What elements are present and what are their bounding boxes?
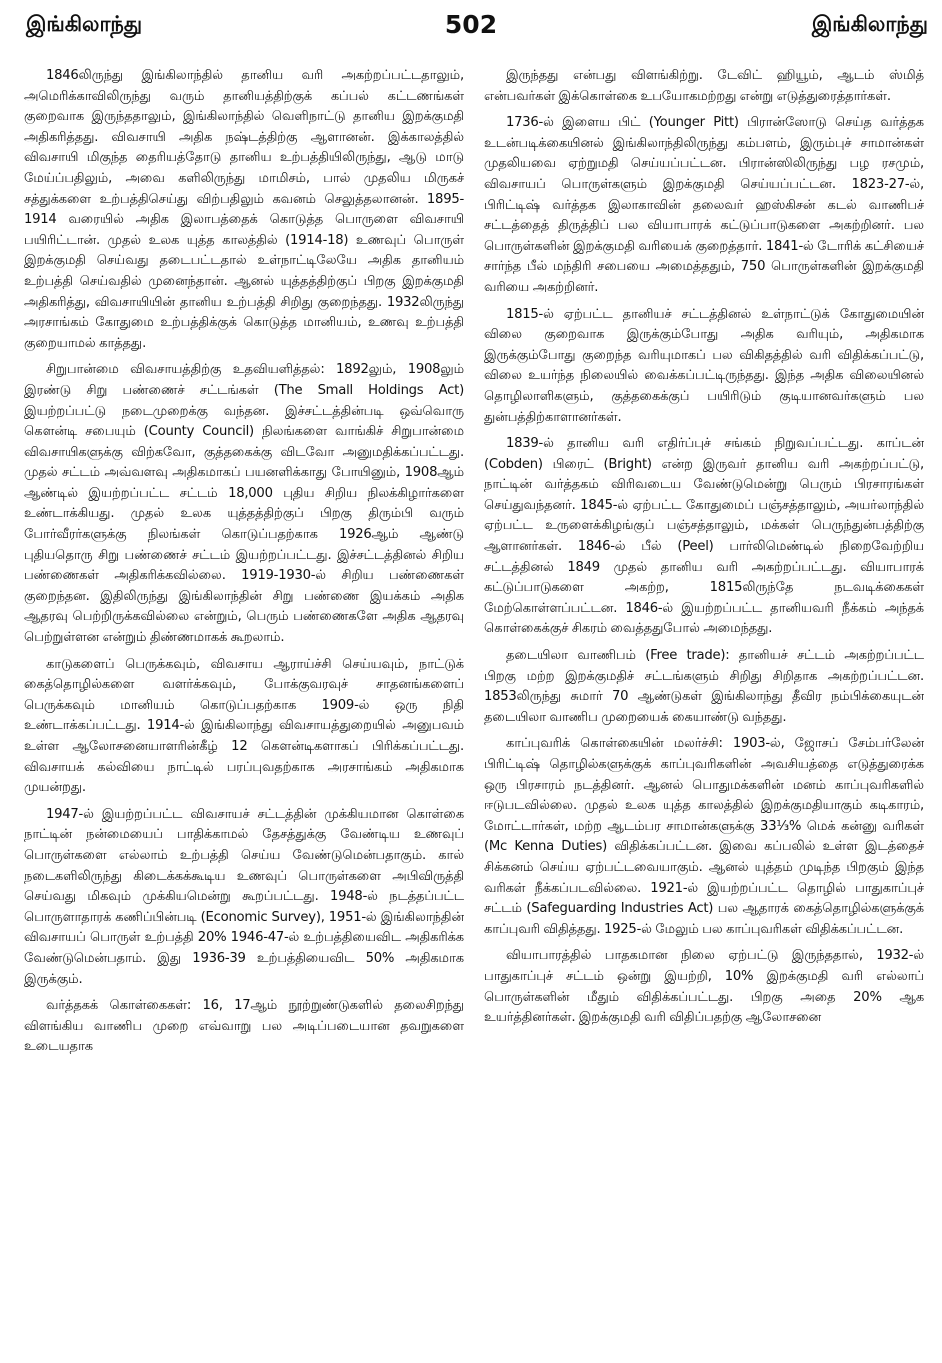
paragraph-younger-pitt: 1736-ல் இளைய பிட் (Younger Pitt) பிரான்ஸோடு செய்த வர்த்தக உடன்படிக்கையினல் இங்கிலாந்திலிருந்து கம்பளம், இரும்புச் சாமான்கள் முதலியவை ஏற்றுமதி செய்யப்பட்டன. பிரான்ஸிலிருந்து பழ ரசமும், விவசாயப் பொருள்களும் இறக்குமதி செய்யப்பட்டன. 1823-27-ல், பிரிட்டிஷ் வர்த்தக இலாகாவின் தலைவர் ஹஸ்கிசன் கடல் வாணிபச் சட்டத்தைத் திருத்திப் பல வியாபாரக் கட்டுப்பாடுகளை அகற்றினர். பல பொருள்களின் இறக்குமதி வரியைக் குறைத்தார். 1841-ல் டோரிக் கட்சியைச் சார்ந்த பீல் மந்திரி சபையை அமைத்ததும், 750 பொருள்களின் இறக்குமதி வரியை அகற்றினர். <box>484 115 924 295</box>
paragraph-import-duties-1932: வியாபாரத்தில் பாதகமான நிலை ஏற்பட்டு இருந்ததால், 1932-ல் பாதுகாப்புச் சட்டம் ஒன்று இயற்றி, 10% இறக்குமதி வரி எல்லாப் பொருள்களின் மீதும் விதிக்கப்பட்டது. பிறகு அதை 20% ஆக உயர்த்தினர்கள். இறக்குமதி வரி விதிப்பதற்கு ஆலோசனை <box>484 948 924 1026</box>
left-column <box>24 66 464 1356</box>
paragraph-anti-corn-law-league: 1839-ல் தானிய வரி எதிர்ப்புச் சங்கம் நிறுவப்பட்டது. காப்டன் (Cobden) பிரைட் (Bright) என்ற இருவர் தானிய வரி அகற்றப்பட்டு, நாட்டின் வர்த்தகம் விரிவடைய வேண்டுமென்று பெரும் பிரசாரங்கள் செய்துவந்தனர். 1845-ல் ஏற்பட்ட கோதுமைப் பஞ்சத்தாலும், அயர்லாந்தில் ஏற்பட்ட உருளைக்கிழங்குப் பஞ்சத்தாலும், மக்கள் பெருந்துன்பத்திற்கு ஆளானர்கள். 1846-ல் பீல் (Peel) பார்லிமெண்டில் நிறைவேற்றிய சட்டத்தினல் 1849 முதல் தானிய வரி அகற்றப்பட்டது. வியாபாரக் கட்டுப்பாடுகளை அகற்ற, 1815லிருந்தே நடவடிக்கைகள் மேற்கொள்ளப்பட்டன. 1846-ல் இயற்றப்பட்ட தானியவரி நீக்கம் அந்தக் கொள்கைக்குச் சிகரம் வைத்ததுபோல் அமைந்தது. <box>484 436 924 637</box>
paragraph-hume-smith: இருந்தது என்பது விளங்கிற்று. டேவிட் ஹியூம், ஆடம் ஸ்மித் என்பவர்கள் இக்கொள்கை உபயோகமற்றது என்று எடுத்துரைத்தார்கள். <box>484 68 924 104</box>
running-head-left: இங்கிலாந்து <box>26 12 143 36</box>
paragraph-agriculture-act-1947: 1947-ல் இயற்றப்பட்ட விவசாயச் சட்டத்தின் முக்கியமான கொள்கை நாட்டின் நன்மையைப் பாதிக்காமல் தேசத்துக்கு வேண்டிய உணவுப் பொருள்களை எல்லாம் உற்பத்தி செய்ய வேண்டுமென்பதாகும். கால் நடைகளிலிருந்து கிடைக்கக்கூடிய உணவுப் பொருள்களை அபிவிருத்தி செய்வது மிகவும் முக்கியமென்று கூறப்பட்டது. 1948-ல் நடத்தப்பட்ட பொருளாதாரக் கணிப்பின்படி (Economic Survey), 1951-ல் இங்கிலாந்தின் விவசாயப் பொருள் உற்பத்தி 20% 1946-47-ல் உற்பத்தியைவிட அதிகரிக்க வேண்டுமென்பதாம். இது 1936-39 உற்பத்தியைவிட 50% அதிகமாக இருக்கும். <box>24 806 464 987</box>
paragraph-grain-tax-history: 1846லிருந்து இங்கிலாந்தில் தானிய வரி அகற்றப்பட்டதாலும், அமெரிக்காவிலிருந்து வரும் தானியத்திற்குக் கப்பல் கட்டணங்கள் குறைவாக இருந்ததாலும், இங்கிலாந்தில் வெளிநாட்டு தானிய இறக்குமதி அதிகரித்தது. விவசாயி அதிக நஷ்டத்திற்கு ஆளானன். இக்காலத்தில் விவசாயி மிகுந்த தைரியத்தோடு தானிய உற்பத்தியிலிருந்து, ஆடு மாடு மேய்ப்பதிலும், அவை களிலிருந்து மாமிசம், பால் முதலிய மிருகச் சத்துக்களை உற்பத்திசெய்து விற்பதிலும் கவனம் செலுத்தலானன். 1895-1914 வரையில் அதிக இலாபத்தைக் கொடுத்த பொருளை விவசாயி பயிரிட்டான். முதல் உலக யுத்த காலத்தில் (1914-18) உணவுப் பொருள் இறக்குமதி செய்வது தடைபட்டதால் உள்நாட்டிலேயே அதிக தானியம் உற்பத்தி செய்வதில் முனைந்தான். ஆனல் யுத்தத்திற்குப் பிறகு இறக்குமதி அதிகரித்து, விவசாயியின் தானிய உற்பத்தி சிறிது குறைந்தது. 1932லிருந்து அரசாங்கம் கோதுமை உற்பத்திக்குக் கொடுத்த மானியம், உணவு உற்பத்தி குறையாமல் காத்தது. <box>24 68 464 351</box>
paragraph-trade-policies: வர்த்தகக் கொள்கைகள்: 16, 17ஆம் நூற்றுண்டுகளில் தலைசிறந்து விளங்கிய வாணிப முறை எவ்வாறு பல அடிப்படையான தவறுகளை உடையதாக <box>24 998 464 1055</box>
paragraph-small-holdings: சிறுபான்மை விவசாயத்திற்கு உதவியளித்தல்: 1892லும், 1908லும் இரண்டு சிறு பண்ணைச் சட்டங்கள் (The Small Holdings Act) இயற்றப்பட்டு நடைமுறைக்கு வந்தன. இச்சட்டத்தின்படி ஒவ்வொரு கௌன்டி சபையும் (County Council) நிலங்களை வாங்கிச் சிறுபான்மை விவசாயிகளுக்கு விற்கவோ, குத்தகைக்கு விடவோ அனுமதிக்கப்பட்டது. முதல் சட்டம் அவ்வளவு அதிகமாகப் பயனளிக்காது போயினும், 1908ஆம் ஆண்டில் இயற்றப்பட்ட சட்டம் 18,000 புதிய சிறிய நிலக்கிழார்களை உண்டாக்கியது. முதல் உலக யுத்தத்திற்குப் பிறகு திரும்பி வரும் போர்வீரர்களுக்கு நிலங்கள் கொடுப்பதற்காக 1926ஆம் ஆண்டு புதியதொரு சிறு பண்ணைச் சட்டம் இயற்றப்பட்டது. இச்சட்டத்தினல் சிறிய பண்ணைகள் அதிகரிக்கவில்லை. 1919-1930-ல் சிறிய பண்ணைகள் குறைந்தன. இதிலிருந்து இங்கிலாந்தின் சிறு பண்ணை இயக்கம் அதிக ஆதரவு பெற்றிருக்கவில்லை என்றும், பெரும் பண்ணைகளே அதிக ஆதரவு பெற்றுள்ளன என்றும் திண்ணமாகக் கூறலாம். <box>24 362 464 646</box>
paragraph-protectionism: காப்புவரிக் கொள்கையின் மலர்ச்சி: 1903-ல், ஜோசப் சேம்பர்லேன் பிரிட்டிஷ் தொழில்களுக்குக் காப்புவரிகளின் அவசியத்தை எடுத்துரைக்க ஒரு பிரசாரம் நடத்தினர். ஆனல் பொதுமக்களின் மனம் காப்புவரிகளில் ஈடுபடவில்லை. முதல் உலக யுத்த காலத்தில் இறக்குமதியாகும் கடிகாரம், மோட்டார்கள், மற்ற ஆடம்பர சாமான்களுக்கு 33⅓% மெக் கன்னு வரிகள் (Mc Kenna Duties) விதிக்கப்பட்டன. இவை கப்பலில் உள்ள இடத்தைச் சிக்கனம் செய்ய ஏற்பட்டவையாகும். ஆனல் யுத்தம் முடிந்த பிறகும் இந்த வரிகள் நீக்கப்படவில்லை. 1921-ல் இயற்றப்பட்ட தொழில் பாதுகாப்புச் சட்டம் (Safeguarding Industries Act) பல ஆதாரக் கைத்தொழில்களுக்குக் காப்புவரி விதித்தது. 1925-ல் மேலும் பல காப்புவரிகள் விதிக்கப்பட்டன. <box>484 736 924 937</box>
page-header <box>0 0 942 52</box>
running-head-right: இங்கிலாந்து <box>811 12 928 36</box>
paragraph-free-trade: தடையிலா வாணிபம் (Free trade): தானியச் சட்டம் அகற்றப்பட்ட பிறகு மற்ற இறக்குமதிச் சட்டங்களும் சிறிது சிறிதாக அகற்றப்பட்டன. 1853லிருந்து சுமார் 70 ஆண்டுகள் இங்கிலாந்து தீவிர நம்பிக்கையுடன் தடையிலா வாணிப முறையைக் கையாண்டு வந்தது. <box>484 648 924 725</box>
paragraph-corn-law-1815: 1815-ல் ஏற்பட்ட தானியச் சட்டத்தினல் உள்நாட்டுக் கோதுமையின் விலை குறைவாக இருக்கும்போது அதிக வரியும், அதிகமாக இருக்கும்போது குறைந்த வரியுமாகப் பல விகிதத்தில் வரி விதிக்கப்பட்டு, விலை உயர்ந்த நிலையில் வைக்கப்பட்டிருந்தது. இந்த அதிக விலையினல் தொழிலாளிகளும், குத்தகைக்குப் பயிரிடும் குடியானவர்களும் பல துன்பத்திற்காளானர்கள். <box>484 306 924 425</box>
right-column <box>484 66 924 1356</box>
paragraph-development-fund: காடுகளைப் பெருக்கவும், விவசாய ஆராய்ச்சி செய்யவும், நாட்டுக் கைத்தொழில்களை வளர்க்கவும், போக்குவரவுச் சாதனங்களைப் பெருக்கவும் மானியம் கொடுப்பதற்காக 1909-ல் ஒரு நிதி உண்டாக்கப்பட்டது. 1914-ல் இங்கிலாந்து விவசாயத்துறையில் அனுபவம் உள்ள ஆலோசனையாளரின்கீழ் 12 கௌன்டிகளாகப் பிரிக்கப்பட்டது. விவசாயக் கல்வியை நாட்டில் பரப்புவதற்காக அரசாங்கம் அதிகமாக முயன்றது. <box>24 656 464 796</box>
page-number: 502 <box>444 10 498 39</box>
